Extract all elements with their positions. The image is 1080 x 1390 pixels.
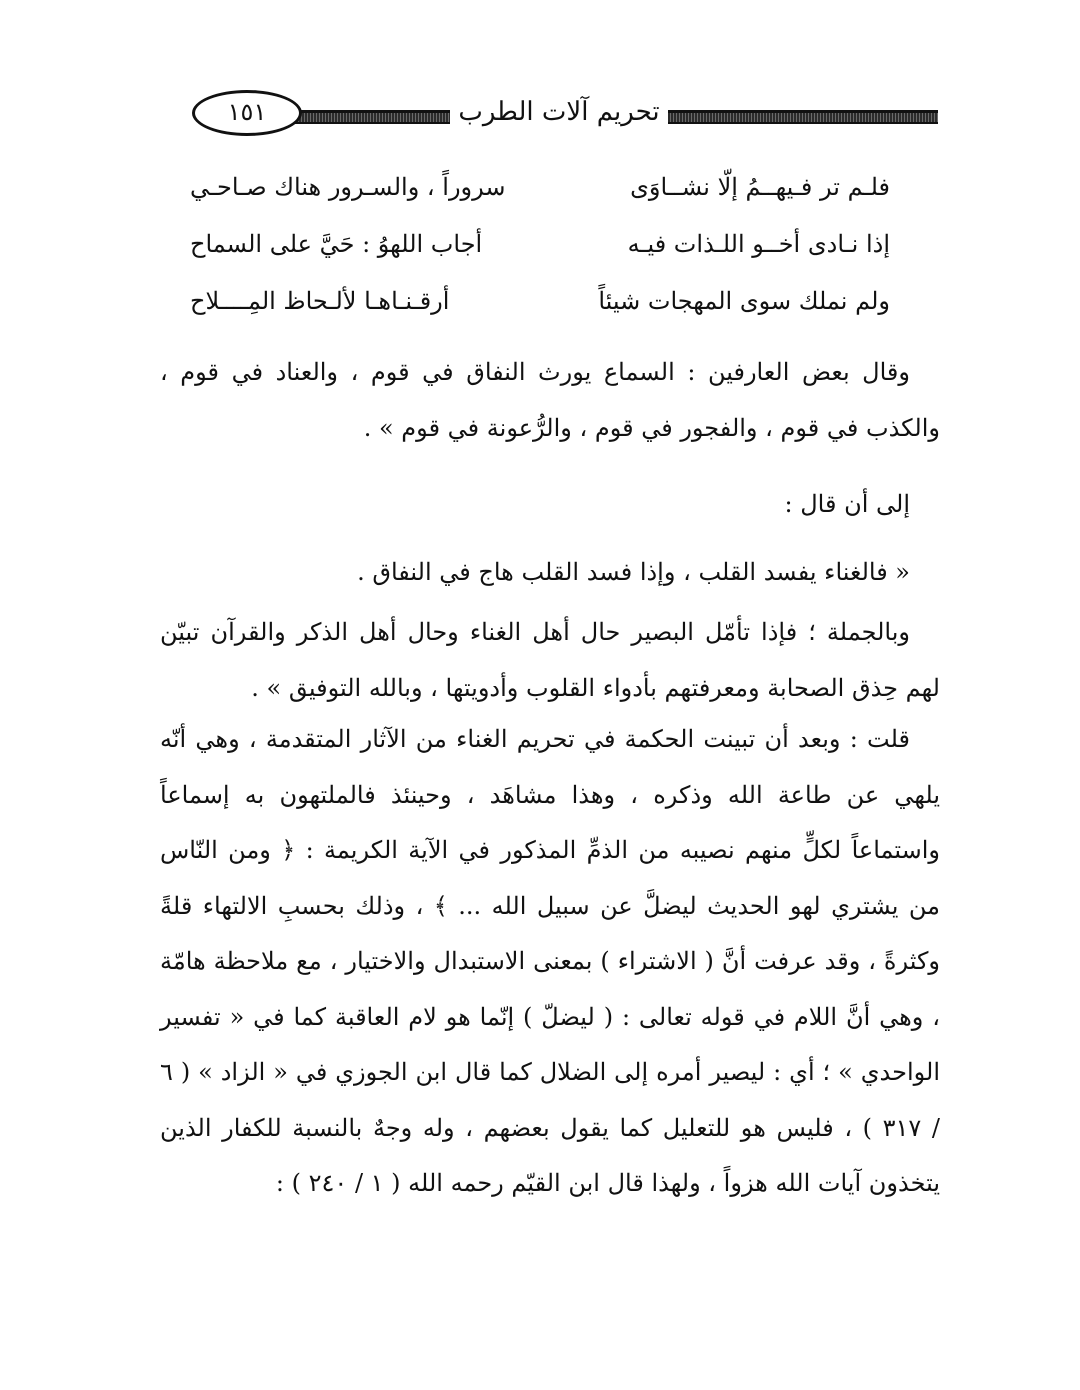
running-title: تحريم آلات الطرب	[458, 97, 660, 127]
verse-first-hemistich: ولم نملك سوى المهجات شيئاً	[598, 287, 890, 315]
verse-first-hemistich: فلـم تر فـيهــمُ إلّا نشــاوَى	[630, 173, 890, 201]
paragraph-author-commentary	[160, 712, 940, 1212]
paragraph-text: وقال بعض العارفين : السماع يورث النفاق في قوم ، والعناد في قوم ، والكذب في قوم ، والفجور في قوم ، والرُّعونة في قوم » .	[160, 358, 940, 442]
verse-line	[190, 276, 890, 333]
verse-second-hemistich: أجاب اللهوُ : حَيَّ على السماح	[190, 230, 483, 258]
paragraph-summary	[160, 604, 940, 716]
paragraph-text: إلى أن قال :	[784, 490, 910, 518]
page-number-badge: ١٥١	[192, 90, 302, 136]
paragraph-text: وبالجملة ؛ فإذا تأمّل البصير حال أهل الغناء وحال أهل الذكر والقرآن تبيّن لهم حِذق الصحابة ومعرفتهم بأدواء القلوب وأدويتها ، وبالله التوفيق » .	[160, 618, 940, 702]
paragraph-sufi-saying	[160, 344, 940, 456]
paragraph-text: « فالغناء يفسد القلب ، وإذا فسد القلب هاج في النفاق .	[357, 558, 910, 586]
verse-second-hemistich: سروراً ، والسـرور هناك صـاحـي	[190, 173, 506, 201]
verse-line	[190, 162, 890, 219]
verse-line	[190, 219, 890, 276]
verse-second-hemistich: أرقـنـاهـا لألـحاظ المِــــلاح	[190, 287, 450, 315]
paragraph-until-he-said	[160, 476, 940, 532]
verse-first-hemistich: إذا نـادى أخــو اللـذات فيـه	[627, 230, 890, 258]
header-rule-right	[668, 110, 938, 124]
paragraph-text: قلت : وبعد أن تبينت الحكمة في تحريم الغناء من الآثار المتقدمة ، وهي أنّه يلهي عن طاعة الله وذكره ، وهذا مشاهَد ، وحينئذ فالملتهون به إسماعاً واستماعاً لكلٍّ منهم نصيبه من الذمِّ المذكور في الآية الكريمة : ﴿ ومن النّاس من يشتري لهو الحديث ليضلَّ عن سبيل الله ... ﴾ ، وذلك بحسبِ الالتهاء قلةً وكثرةً ، وقد عرفت أنَّ ( الاشتراء ) بمعنى الاستبدال والاختيار ، مع ملاحظة هامّة ، وهي أنَّ اللام في قوله تعالى : ( ليضلّ ) إنّما هو لام العاقبة كما في « تفسير الواحدي » ؛ أي : ليصير أمره إلى الضلال كما قال ابن الجوزي في « الزاد » ( ٦ / ٣١٧ ) ، فليس هو للتعليل كما يقول بعضهم ، وله وجهٌ بالنسبة للكفار الذين يتخذون آيات الله هزواً ، ولهذا قال ابن القيّم رحمه الله ( ١ / ٢٤٠ ) :	[160, 725, 941, 1197]
poem-block	[190, 162, 890, 333]
paragraph-quote	[160, 544, 940, 600]
page-header	[160, 88, 938, 138]
